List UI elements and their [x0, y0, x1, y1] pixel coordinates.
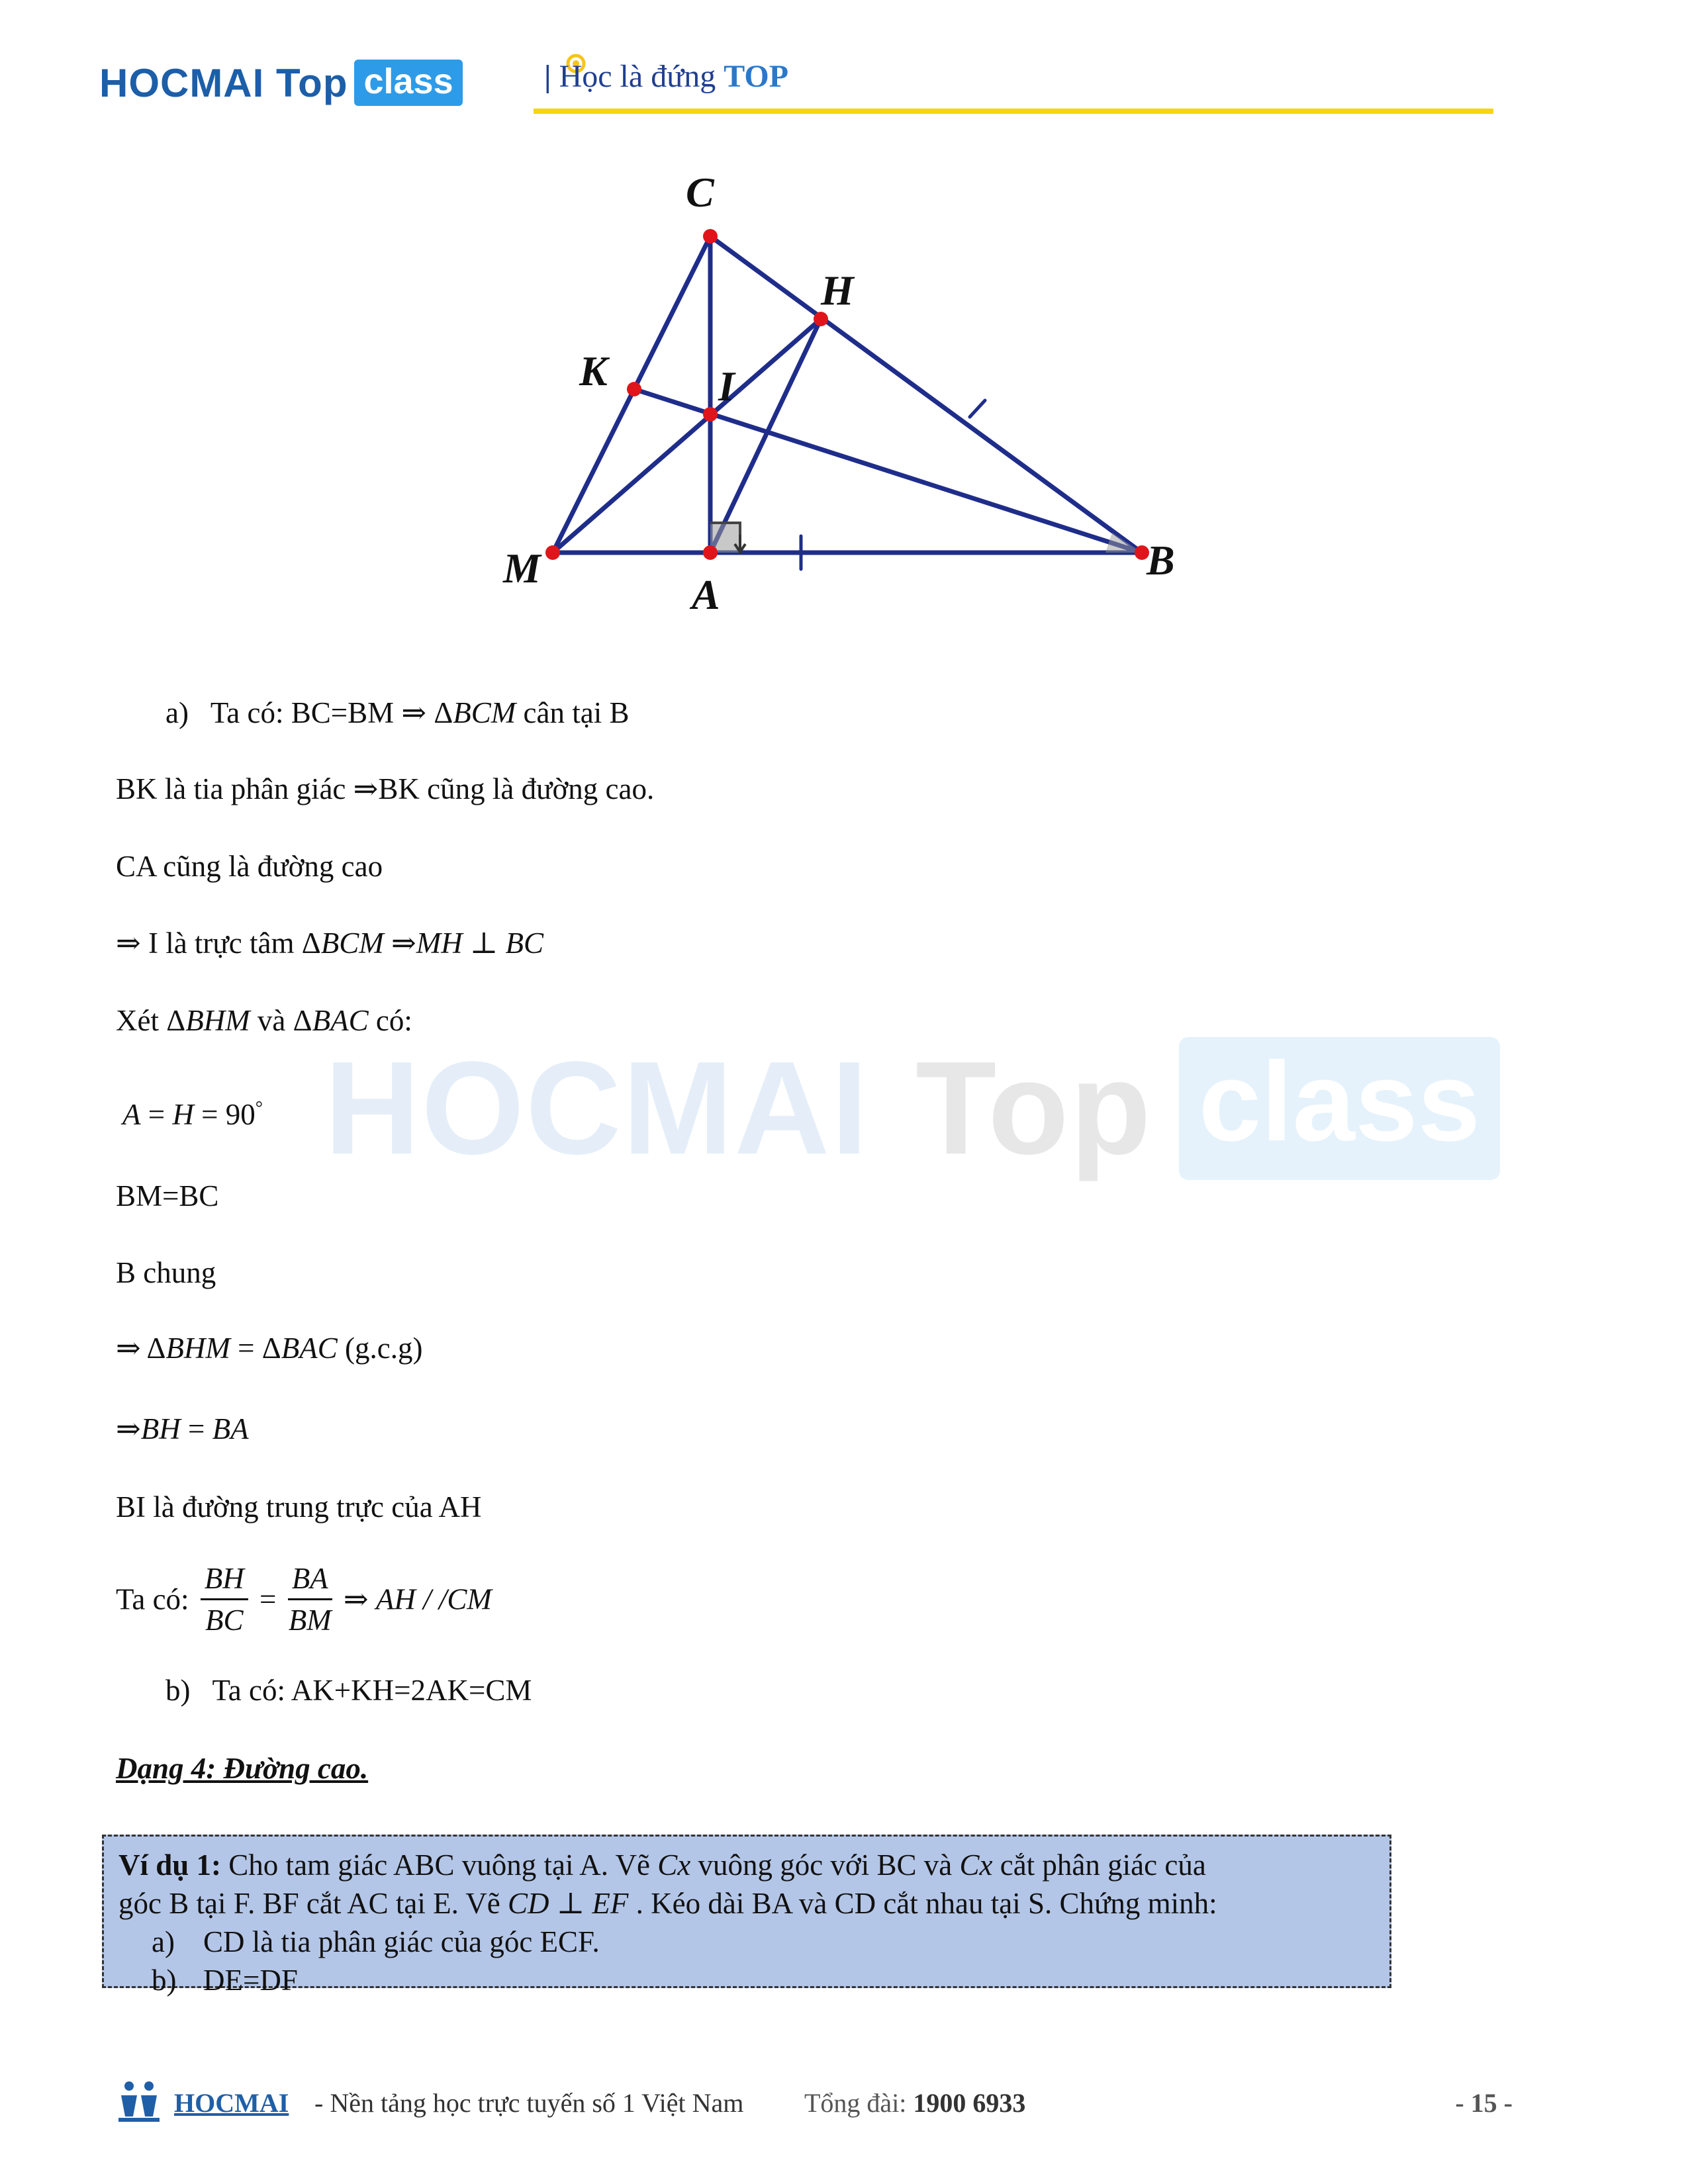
answer-b-label: b)	[165, 1674, 191, 1707]
frac1-num: BH	[201, 1559, 248, 1600]
label-K: K	[579, 347, 608, 394]
frac2-num: BA	[288, 1559, 332, 1600]
hocmai-footer-icon	[116, 2078, 162, 2124]
example-box	[102, 1835, 1391, 1997]
item-a-text: CD là tia phân giác của góc ECF.	[203, 1925, 600, 1958]
point-M	[545, 545, 560, 560]
slogan-bar: |	[544, 59, 551, 94]
header-rule	[534, 109, 1493, 114]
bh-m2: BA	[212, 1412, 249, 1445]
label-H: H	[821, 267, 854, 314]
answer-a-label: a)	[165, 696, 189, 729]
point-I	[703, 407, 718, 422]
consider-m1: BHM	[185, 1004, 250, 1037]
line-bk-bisector: BK là tia phân giác ⇒BK cũng là đường cao.	[116, 772, 655, 805]
point-H	[814, 312, 828, 326]
label-B: B	[1147, 537, 1175, 584]
bk-text-2: BK cũng là đường cao.	[378, 772, 655, 805]
consider-m2: BAC	[312, 1004, 369, 1037]
watermark-top: Top	[915, 1034, 1152, 1182]
item-b-label: b)	[152, 1964, 177, 1997]
congruent-m2: BAC	[281, 1332, 338, 1365]
watermark-class: class	[1179, 1037, 1500, 1180]
point-A	[703, 545, 718, 560]
congruent-m1: BHM	[165, 1332, 230, 1365]
example-cd: CD	[508, 1887, 549, 1920]
footer-tagline: - Nền tảng học trực tuyến số 1 Việt Nam	[314, 2088, 744, 2118]
example-title: Ví dụ 1:	[118, 1848, 222, 1882]
example-l2-a: góc B tại F. BF cắt AC tại E. Vẽ	[118, 1887, 508, 1920]
example-line-1	[118, 1846, 1375, 1884]
answer-a-text-2: cân tại B	[516, 696, 630, 729]
hotline-label: Tổng đài:	[804, 2088, 914, 2118]
footer-brand-link[interactable]: HOCMAI	[174, 2088, 289, 2118]
example-line-2: góc B tại F. BF cắt AC tại E. Vẽ CD ⊥ EF . Kéo dài BA và CD cắt nhau tại S. Chứng minh:	[118, 1887, 1217, 1920]
hotline-number: 1900 6933	[913, 2088, 1026, 2118]
angle-H: H	[172, 1098, 194, 1131]
answer-a-line: a) Ta có: BC=BM ⇒ ΔBCM cân tại B	[165, 696, 630, 729]
example-l2-b: . Kéo dài BA và CD cắt nhau tại S. Chứng minh:	[628, 1887, 1217, 1920]
ortho-m1: BCM	[320, 927, 384, 960]
answer-b-text: Ta có: AK+KH=2AK=CM	[212, 1674, 532, 1707]
example-l1-c: cắt phân giác của	[992, 1848, 1206, 1882]
hocmai-topclass-logo[interactable]	[99, 53, 463, 113]
frac2-den: BM	[288, 1604, 332, 1637]
congruent-text: (g.c.g)	[337, 1332, 423, 1365]
item-b-text: DE=DF	[203, 1964, 298, 1997]
answer-a-math: BCM	[453, 696, 516, 729]
label-I: I	[718, 363, 735, 410]
section-title: Dạng 4: Đường cao.	[116, 1752, 369, 1785]
page-number: - 15 -	[1455, 2088, 1513, 2118]
ratio-text: Ta có:	[116, 1582, 197, 1616]
ratio-result: AH / /CM	[375, 1582, 492, 1616]
label-A: A	[692, 571, 720, 618]
answer-b-line	[165, 1672, 532, 1708]
ortho-text: I là trực tâm	[140, 927, 302, 960]
example-l1-b: vuông góc với BC và	[690, 1848, 960, 1882]
line-orthocenter: ⇒ I là trực tâm ΔBCM ⇒MH ⊥ BC	[116, 927, 544, 960]
footer-hotline	[804, 2087, 1025, 2118]
slogan-top: TOP	[724, 59, 789, 94]
line-bh-ba: ⇒BH = BA	[116, 1412, 249, 1445]
fraction-bh-bc	[201, 1559, 248, 1640]
header-slogan	[544, 58, 788, 95]
consider-1: Xét	[116, 1004, 167, 1037]
ortho-m2: MH	[416, 927, 463, 960]
example-item-b	[118, 1961, 1375, 1999]
point-K	[627, 382, 641, 396]
tick-HB	[970, 400, 985, 417]
consider-3: có:	[368, 1004, 412, 1037]
line-angle-equal: A = H = 90°	[122, 1098, 263, 1131]
ortho-m3: BC	[505, 927, 544, 960]
geometry-figure	[490, 172, 1218, 635]
example-item-a	[118, 1923, 1375, 1961]
line-b-common: B chung	[116, 1256, 216, 1289]
degree-sign: °	[255, 1098, 263, 1118]
consider-2: và	[250, 1004, 293, 1037]
fraction-ba-bm	[288, 1559, 332, 1640]
line-bi-bisector: BI là đường trung trực của AH	[116, 1490, 482, 1524]
angle-A: A	[122, 1098, 141, 1131]
bh-m1: BH	[140, 1412, 181, 1445]
watermark	[324, 1026, 1481, 1191]
segment-AH	[710, 319, 821, 553]
angle-value: 90	[225, 1098, 256, 1131]
example-cx-1: Cx	[657, 1848, 691, 1882]
point-C	[703, 229, 718, 244]
example-l1-a: Cho tam giác ABC vuông tại A. Vẽ	[221, 1848, 658, 1882]
line-consider: Xét ΔBHM và ΔBAC có:	[116, 1004, 412, 1037]
watermark-hocmai: HOCMAI	[324, 1034, 870, 1182]
frac1-den: BC	[205, 1604, 244, 1637]
slogan-text: Học là đứng	[551, 59, 724, 94]
bk-text-1: BK là tia phân giác	[116, 772, 353, 805]
footer	[116, 2078, 1513, 2124]
segment-CB	[710, 236, 1142, 553]
label-M: M	[503, 545, 541, 592]
label-C: C	[686, 172, 714, 216]
example-cx-2: Cx	[959, 1848, 993, 1882]
logo-class-badge: class	[354, 60, 462, 106]
line-ratio: Ta có: $\frac{BH}{BC}$ = $\frac{BA}{BM}$ ⇒ AH / /CM	[116, 1559, 492, 1640]
logo-text: HOCMAI Top	[99, 60, 348, 105]
item-a-label: a)	[152, 1925, 175, 1958]
line-bm-bc: BM=BC	[116, 1179, 219, 1212]
line-congruent: ⇒ ΔBHM = ΔBAC (g.c.g)	[116, 1332, 423, 1365]
example-ef: EF	[592, 1887, 629, 1920]
answer-a-text-1: Ta có: BC=BM	[210, 696, 402, 729]
line-ca-altitude: CA cũng là đường cao	[116, 850, 383, 883]
